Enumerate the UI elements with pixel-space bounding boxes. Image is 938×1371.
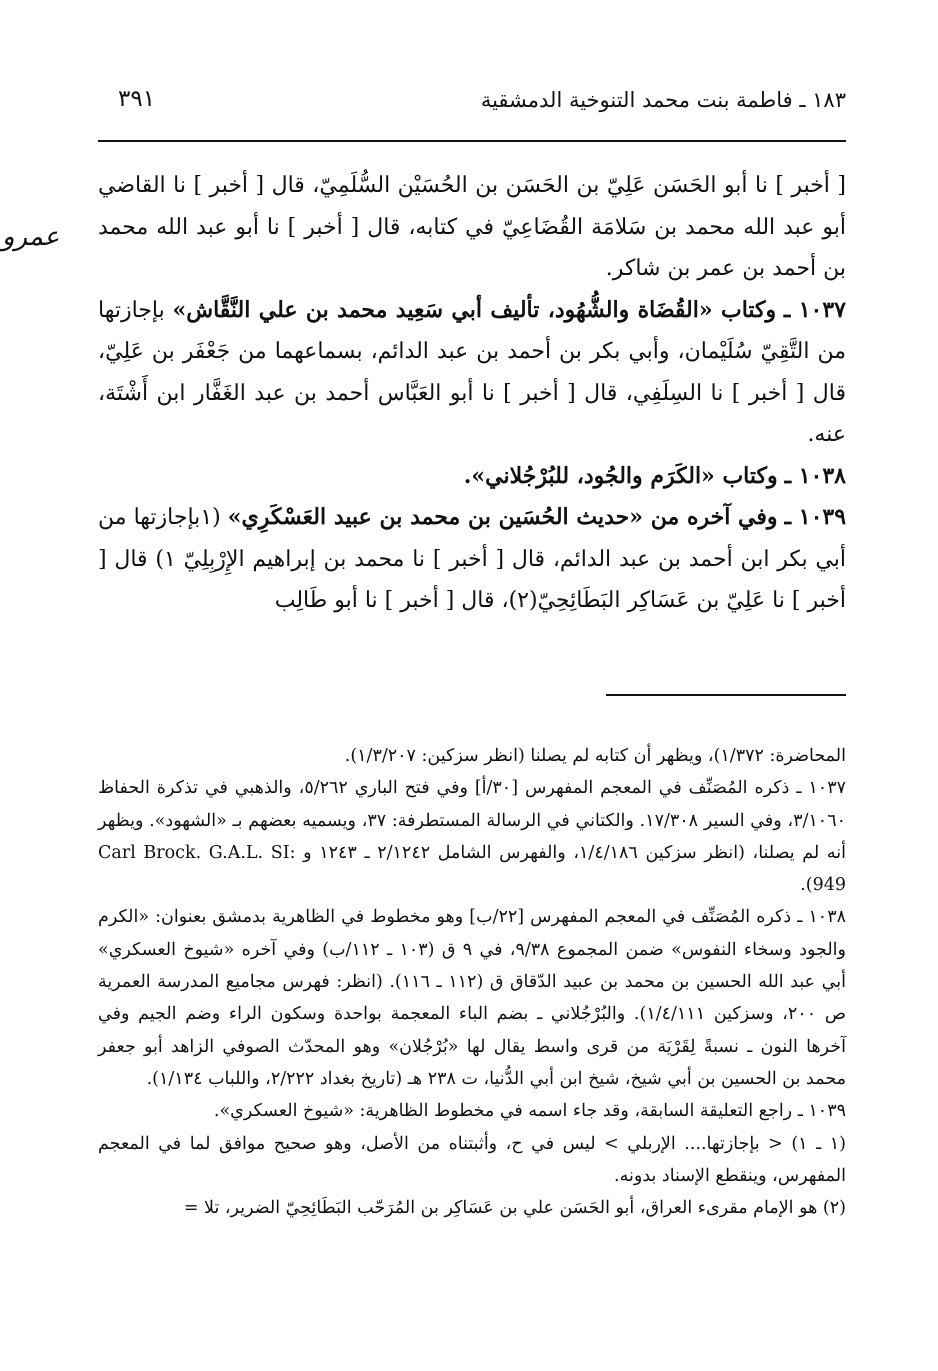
entry-1038 <box>98 456 846 498</box>
main-text <box>98 165 846 622</box>
footnote: ١٠٣٨ ـ ذكره المُصَنِّف في المعجم المفهرس [٢٢/ب] وهو مخطوط في الظاهرية بدمشق بعنوان: «الكرم والجود وسخاء النفوس» ضمن المجموع ٩/٣٨، في ٩ ق (١٠٣ ـ ١١٢/ب) وفي آخره «شيوخ العسكري» أبي عبد الله الحسين بن محمد بن عبيد الدّقاق ق (١١٢ ـ ١١٦). (انظر: فهرس مجاميع المدرسة العمرية ص ٢٠٠، وسزكين ١/٤/١١١). والبُرْجُلاني ـ بضم الباء المعجمة بواحدة وسكون الراء وضم الجيم وفي آخرها النون ـ نسبةً لِقَرْيَة من قرى واسط يقال لها «بُرْجُلان» وهو المحدّث الصوفي الزاهد أبو جعفر محمد بن الحسين بن أبي شيخ، شيخ ابن أبي الدُّنيا، ت ٢٣٨ هـ (تاريخ بغداد ٢/٢٢٢، واللباب ١/١٣٤). <box>98 907 846 1089</box>
entry-text: بإجازتها من التَّقِيّ سُلَيْمان، وأبي بكر بن أحمد بن عبد الدائم، بسماعهما من جَعْفَر بن عَلِيّ، قال [ أخبر ] نا السِلَفِي، قال [ أخبر ] نا أبو العَبَّاس أحمد بن عبد الغَفَّار ابن أَشْتَة، عنه. <box>98 297 847 447</box>
entry-1037 <box>98 290 846 456</box>
handwritten-margin-note: عمرو <box>2 222 60 252</box>
entry-title: وفي آخره من «حديث الحُسَين بن محمد بن عبيد العَسْكَرِي» <box>227 504 778 530</box>
footnote-separator <box>606 694 846 696</box>
entry-number: ١٠٣٨ ـ <box>784 462 846 489</box>
entry-text: (١بإجازتها من أبي بكر ابن أحمد بن عبد الدائم، قال [ أخبر ] نا محمد بن إبراهيم الإِرْبِلِيّ ١) قال [ أخبر ] نا عَلِيّ بن عَسَاكِر البَطَائِحِيّ(٢)، قال [ أخبر ] نا أبو طَالِب <box>98 505 847 613</box>
page-number: ٣٩١ <box>118 86 156 112</box>
footnotes <box>98 740 846 1224</box>
paragraph-text: [ أخبر ] نا أبو الحَسَن عَلِيّ بن الحَسَن بن الحُسَيْن السُّلَمِيّ، قال [ أخبر ] نا القاضي أبو عبد الله محمد بن سَلامَة القُضَاعِيّ في كتابه، قال [ أخبر ] نا أبو عبد الله محمد بن أحمد بن عمر بن شاكر. <box>98 173 846 281</box>
entry-number: ١٠٣٩ ـ <box>784 504 847 530</box>
paragraph-intro <box>98 165 846 290</box>
footnote: (٢) هو الإمام مقرىء العراق، أبو الحَسَن علي بن عَسَاكِر بن المُرَحّب البَطَائِحِيّ الضرير، تلا = <box>183 1198 846 1219</box>
footnote: (١ ـ ١) < بإجازتها.... الإربلي > ليس في ح، وأثبتناه من الأصل، وهو صحيح موافق لما في المعجم المفهرس، وينقطع الإسناد بدونه. <box>98 1133 846 1186</box>
footnote: ١٠٣٩ ـ راجع التعليقة السابقة، وقد جاء اسمه في مخطوط الظاهرية: «شيوخ العسكري». <box>213 1101 846 1122</box>
entry-number: ١٠٣٧ ـ <box>783 296 846 323</box>
footnote: ١٠٣٧ ـ ذكره المُصَنِّف في المعجم المفهرس [٣٠/أ] وفي فتح الباري ٥/٢٦٢، والذهبي في تذكرة الحفاظ ٣/١٠٦٠، وفي السير ١٧/٣٠٨. والكتاني في الرسالة المستطرفة: ٣٧، ويسميه بعضهم بـ «الشهود». ويظهر أنه لم يصلنا، (انظر سزكين ١/٤/١٨٦، والفهرس الشامل ٢/١٢٤٢ ـ ١٢٤٣ و Carl Brock. G.A.L. SI: 949). <box>98 778 846 896</box>
running-head-title: ١٨٣ ـ فاطمة بنت محمد التنوخية الدمشقية <box>480 88 846 112</box>
entry-1039 <box>98 497 846 622</box>
footnote: المحاضرة: ١/٣٧٢)، ويظهر أن كتابه لم يصلنا (انظر سزكين: ١/٣/٢٠٧). <box>344 746 846 766</box>
header-rule <box>98 140 846 142</box>
entry-title: وكتاب «الكَرَم والجُود، للبُرْجُلاني». <box>463 462 778 489</box>
entry-title: وكتاب «القُضَاة والشُّهُود، تأليف أبي سَعِيد محمد بن علي النَّقَّاش» <box>172 296 777 323</box>
